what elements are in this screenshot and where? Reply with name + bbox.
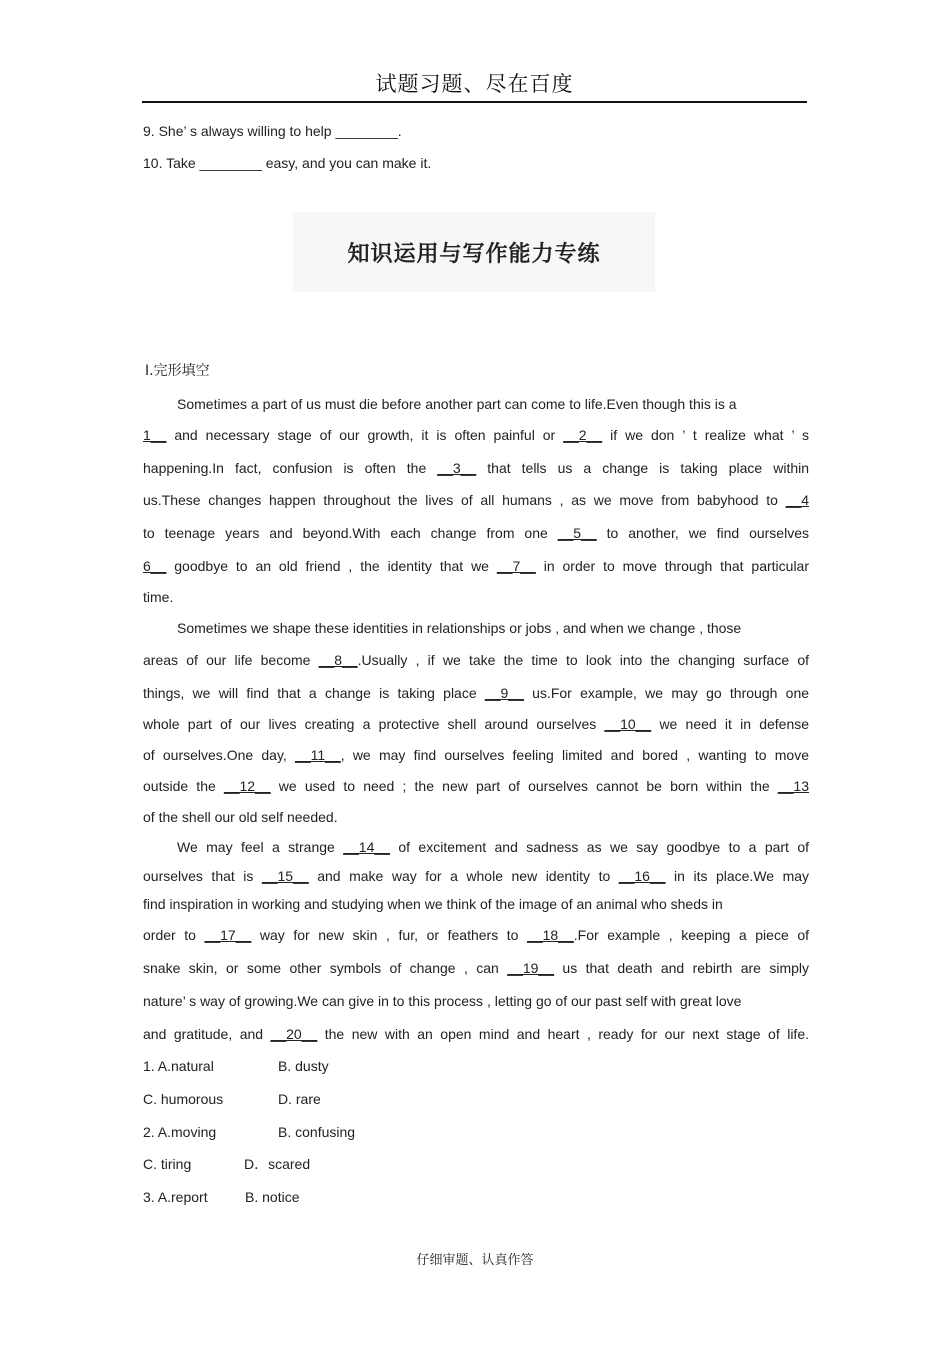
option-1b: B. dusty [278,1058,329,1074]
blank-19: __19__ [507,960,554,976]
option-1d: D. rare [278,1091,321,1107]
passage-line: find inspiration in working and studying when we think of the image of an animal who sheds in [143,896,723,912]
blank-5: __5__ [557,525,597,541]
blank-18: __18__ [527,927,574,943]
section-title-banner [293,212,655,292]
question-10: 10. Take ________ easy, and you can make it. [143,155,432,171]
blank-13: __13 [777,778,809,794]
passage-line: to teenage years and beyond.With each change from one __5__ to another, we find ourselves [143,525,809,541]
blank-6: 6__ [143,558,167,574]
passage-line: happening.In fact, confusion is often the __3__ that tells us a change is taking place within [143,460,810,476]
passage-line: Sometimes a part of us must die before another part can come to life.Even though this is a [177,396,737,412]
passage-line: ourselves that is __15__ and make way for a whole new identity to __16__ in its place.We may [143,868,810,884]
passage-line: of ourselves.One day, __11__, we may find ourselves feeling limited and bored , wanting to move [143,747,809,763]
page-footer: 仔细审题、认真作答 [416,1253,534,1268]
passage-line: Sometimes we shape these identities in relationships or jobs , and when we change , those [177,620,742,636]
blank-7: __7__ [496,558,536,574]
passage-line: time. [143,589,174,605]
passage-line: order to __17__ way for new skin , fur, or feathers to __18__.For example , keeping a piece of [143,927,809,943]
section-label: Ⅰ.完形填空 [145,363,210,379]
blank-20: __20__ [270,1026,318,1042]
passage-line: nature’ s way of growing.We can give in to this process , letting go of our past self with great love [143,993,742,1009]
passage-line: areas of our life become __8__.Usually , if we take the time to look into the changing surface of [143,652,809,668]
passage-line: 6__ goodbye to an old friend , the identity that we __7__ in order to move through that particular [143,558,810,574]
blank-2: __2__ [563,427,603,443]
option-2a: 2. A.moving [143,1124,217,1140]
blank-16: __16__ [618,868,666,884]
passage-line: outside the __12__ we used to need ; the new part of ourselves cannot be born within the __13 [143,778,809,794]
passage-line: us.These changes happen throughout the lives of all humans , as we move from babyhood to __4 [143,492,810,508]
question-9: 9. She’ s always willing to help ________. [143,123,402,139]
option-3a: 3. A.report [143,1189,208,1205]
blank-15: __15__ [261,868,309,884]
option-1c: C. humorous [143,1091,224,1107]
section-title: 知识运用与写作能力专练 [347,241,601,267]
blank-8: __8__ [318,652,358,668]
blank-10: __10__ [604,716,652,732]
blank-4: __4 [785,492,810,508]
blank-9: __9__ [484,685,524,701]
blank-3: __3__ [437,460,477,476]
option-2c: C. tiring [143,1156,192,1172]
passage-line: of the shell our old self needed. [143,809,338,825]
passage-line: snake skin, or some other symbols of change , can __19__ us that death and rebirth are simply [143,960,810,976]
passage-line: and gratitude, and __20__ the new with an open mind and heart , ready for our next stage of life. [143,1026,810,1042]
option-3b: B. notice [245,1189,300,1205]
header-divider [142,101,807,103]
option-2b: B. confusing [278,1124,356,1140]
page-header-title: 试题习题、尽在百度 [375,72,574,96]
option-1a: 1. A.natural [143,1058,214,1074]
blank-1: 1__ [143,427,167,443]
blank-11: __11__ [295,747,341,763]
passage-line: 1__ and necessary stage of our growth, it is often painful or __2__ if we don ’ t realize what ’ s [143,427,810,443]
blank-14: __14__ [343,839,390,855]
passage-line: things, we will find that a change is taking place __9__ us.For example, we may go through one [143,685,810,701]
passage-line: We may feel a strange __14__ of excitement and sadness as we say goodbye to a part of [177,839,810,855]
blank-17: __17__ [204,927,252,943]
blank-12: __12__ [223,778,271,794]
option-2d: D．scared [244,1156,311,1172]
passage-line: whole part of our lives creating a protective shell around ourselves __10__ we need it in defense [143,716,810,732]
